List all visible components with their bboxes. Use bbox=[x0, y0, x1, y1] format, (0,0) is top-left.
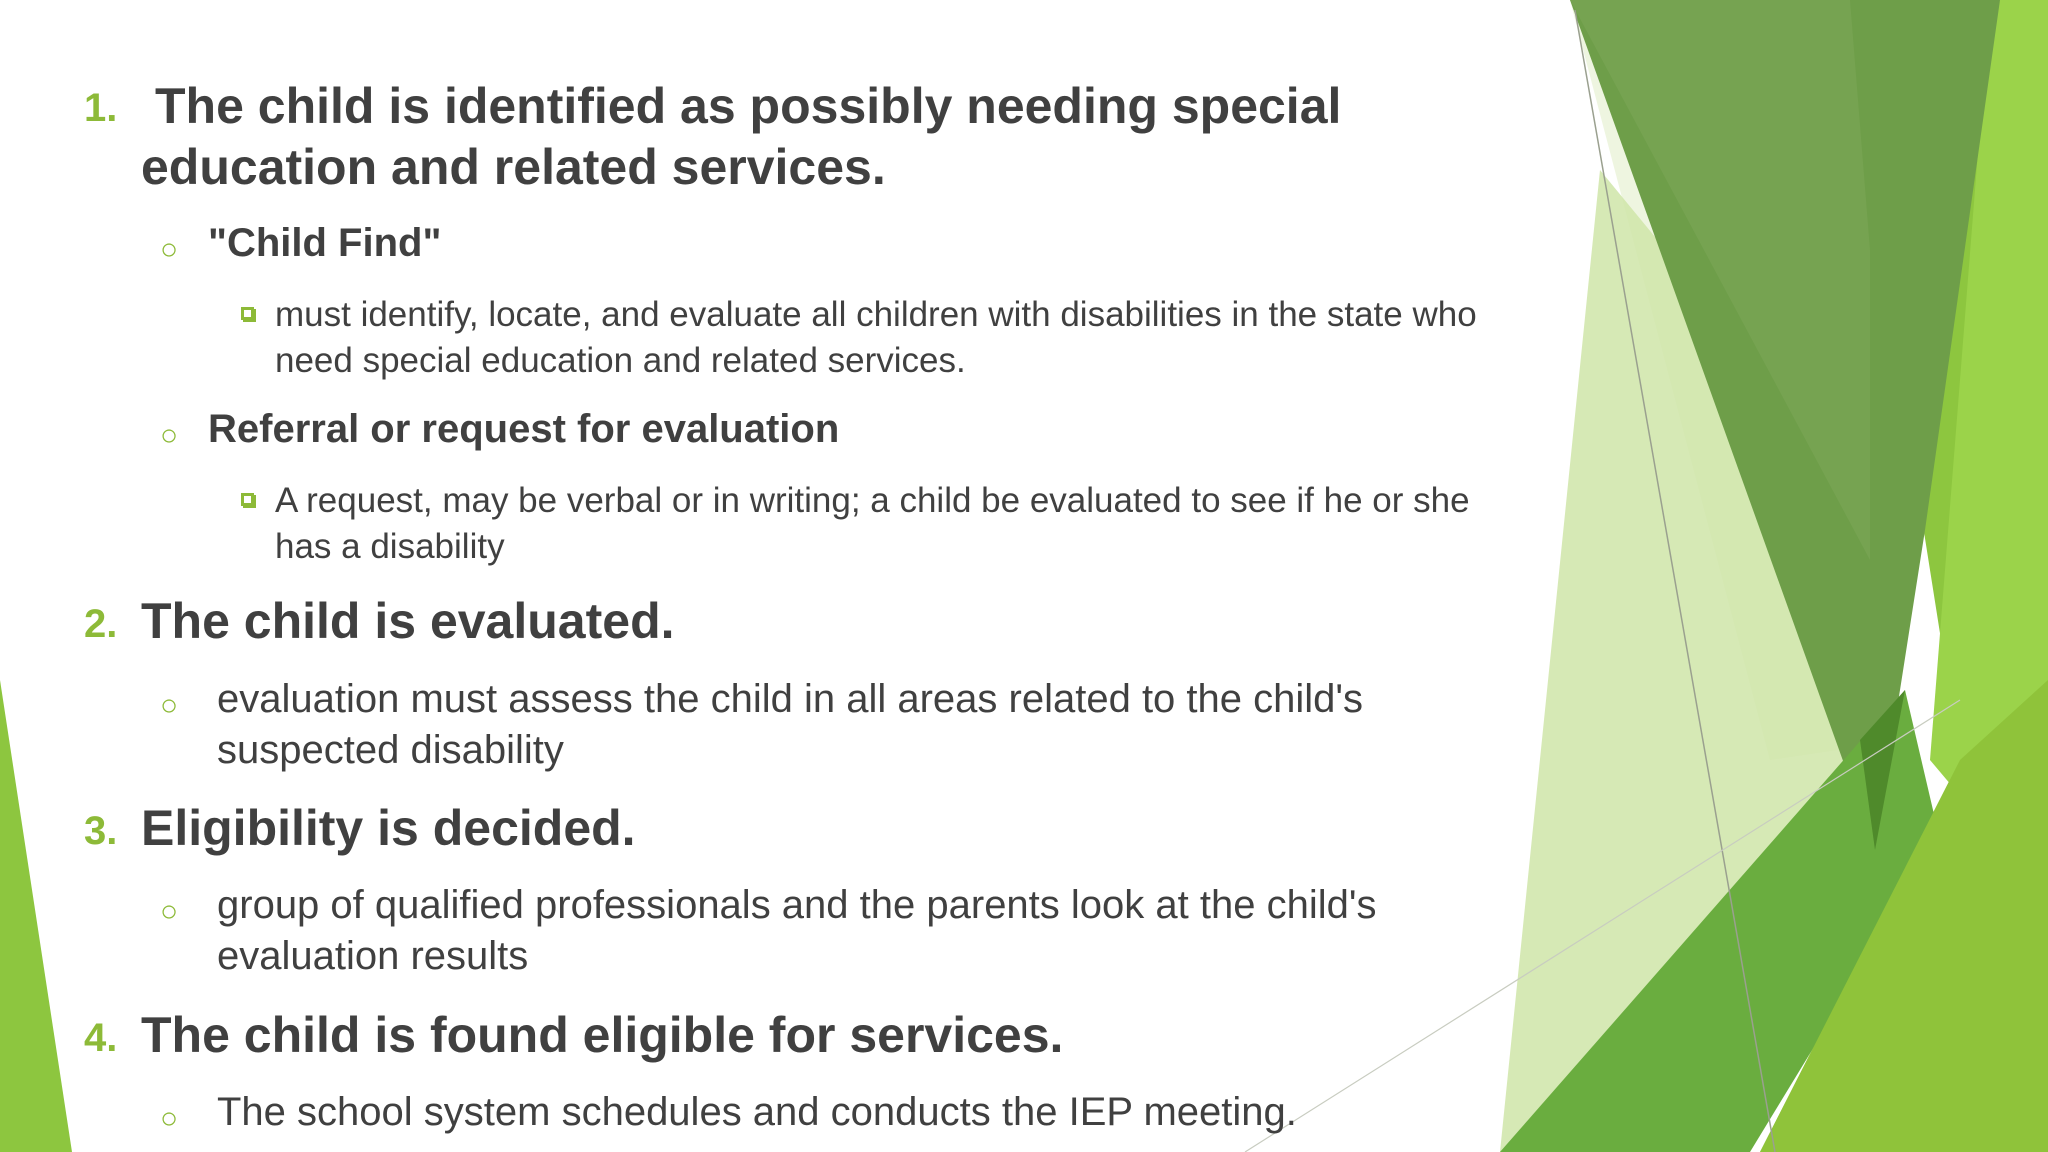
item-3-description-line-2: evaluation results bbox=[217, 934, 529, 978]
hollow-circle-icon: ○ bbox=[160, 1102, 179, 1135]
item-number-1: 1. bbox=[84, 86, 118, 130]
item-heading-1-line-1: The child is identified as possibly needing special bbox=[155, 78, 1342, 134]
subitem-label-referral: Referral or request for evaluation bbox=[208, 407, 840, 451]
detail-referral-line-2: has a disability bbox=[275, 527, 505, 566]
subitem-label-child-find: "Child Find" bbox=[208, 221, 442, 265]
hollow-circle-icon: ○ bbox=[160, 419, 179, 452]
item-4-description bbox=[217, 1087, 1297, 1138]
item-3-description bbox=[217, 880, 1377, 982]
item-2-description-line-2: suspected disability bbox=[217, 728, 564, 772]
item-2-description bbox=[217, 674, 1363, 776]
item-number-4: 4. bbox=[84, 1016, 118, 1060]
detail-child-find-line-1: must identify, locate, and evaluate all children with disabilities in the state who bbox=[275, 295, 1477, 334]
detail-child-find bbox=[275, 292, 1477, 384]
detail-referral-line-1: A request, may be verbal or in writing; a child be evaluated to see if he or she bbox=[275, 481, 1470, 520]
item-heading-1-line-2: education and related services. bbox=[141, 139, 886, 195]
item-heading-3: Eligibility is decided. bbox=[141, 800, 636, 856]
hollow-square-icon bbox=[241, 307, 254, 320]
hollow-square-icon bbox=[241, 493, 254, 506]
detail-child-find-line-2: need special education and related services. bbox=[275, 341, 966, 380]
item-heading-1 bbox=[141, 76, 1341, 198]
hollow-circle-icon: ○ bbox=[160, 233, 179, 266]
item-3-description-line-1: group of qualified professionals and the parents look at the child's bbox=[217, 883, 1377, 927]
hollow-circle-icon: ○ bbox=[160, 689, 179, 722]
item-4-description-line-1: The school system schedules and conducts the IEP meeting. bbox=[217, 1090, 1297, 1134]
detail-referral bbox=[275, 478, 1470, 570]
item-number-3: 3. bbox=[84, 809, 118, 853]
item-heading-2: The child is evaluated. bbox=[141, 593, 675, 649]
hollow-circle-icon: ○ bbox=[160, 895, 179, 928]
item-2-description-line-1: evaluation must assess the child in all areas related to the child's bbox=[217, 677, 1364, 721]
item-number-2: 2. bbox=[84, 602, 118, 646]
item-heading-4: The child is found eligible for services. bbox=[141, 1007, 1064, 1063]
